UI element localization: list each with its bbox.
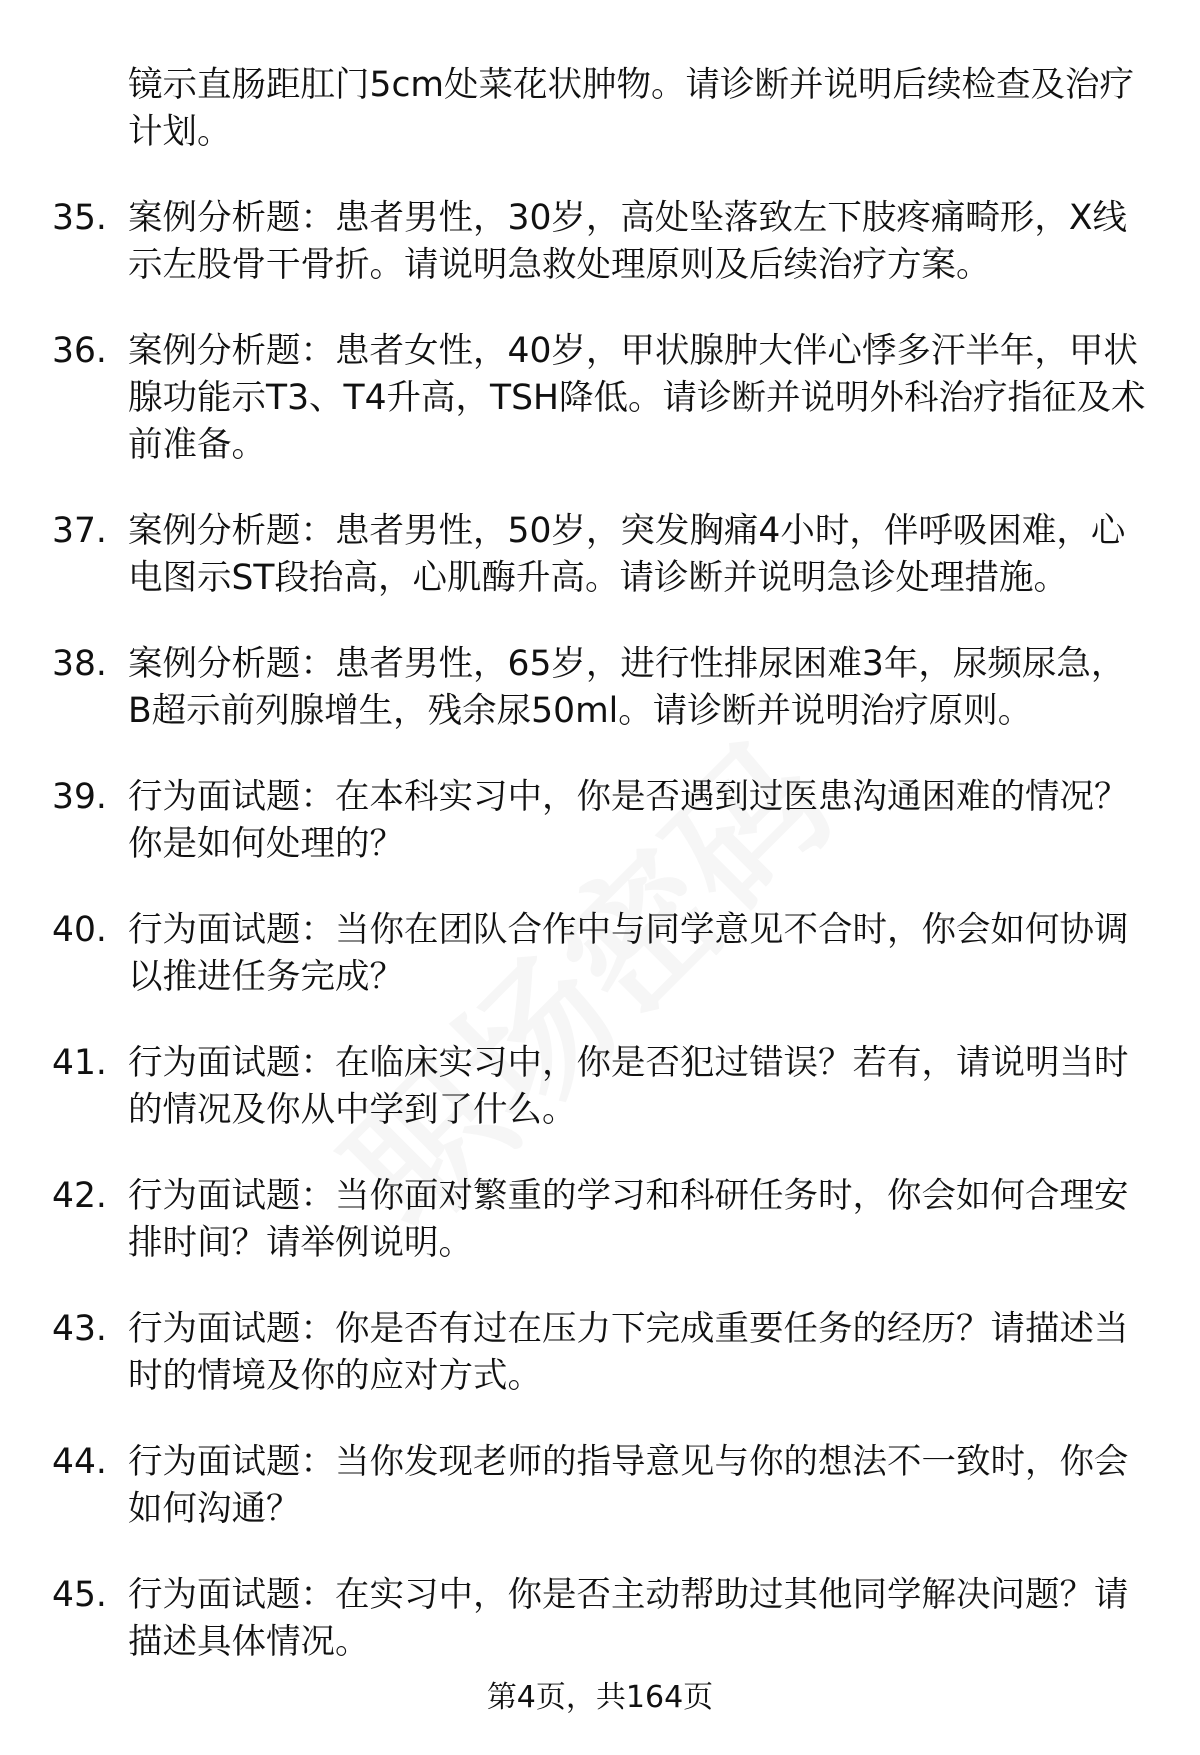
document-body [0,62,1200,1705]
question-number: 35. [52,198,107,238]
question-text: 案例分析题：患者男性，65岁，进行性排尿困难3年，尿频尿急，B超示前列腺增生，残余尿50ml。请诊断并说明治疗原则。 [128,644,1126,731]
question-text: 案例分析题：患者女性，40岁，甲状腺肿大伴心悸多汗半年，甲状腺功能示T3、T4升高，TSH降低。请诊断并说明外科治疗指征及术前准备。 [128,331,1146,465]
question-number: 43. [52,1309,107,1349]
question-item [0,1306,1200,1400]
question-text: 行为面试题：在本科实习中，你是否遇到过医患沟通困难的情况？你是如何处理的？ [128,777,1129,864]
question-item [0,1439,1200,1533]
continuation-text: 镜示直肠距肛门5cm处菜花状肿物。请诊断并说明后续检查及治疗计划。 [128,65,1135,152]
question-number: 36. [52,331,107,371]
question-item [0,328,1200,469]
question-number: 38. [52,644,107,684]
question-item [0,1173,1200,1267]
question-number: 39. [52,777,107,817]
question-text: 案例分析题：患者男性，30岁，高处坠落致左下肢疼痛畸形，X线示左股骨干骨折。请说明急救处理原则及后续治疗方案。 [128,198,1128,285]
question-item [0,774,1200,868]
question-text: 行为面试题：在临床实习中，你是否犯过错误？若有，请说明当时的情况及你从中学到了什么。 [128,1043,1129,1130]
question-number: 40. [52,910,107,950]
question-item [0,508,1200,602]
question-text: 行为面试题：当你在团队合作中与同学意见不合时，你会如何协调以推进任务完成？ [128,910,1129,997]
question-text: 案例分析题：患者男性，50岁，突发胸痛4小时，伴呼吸困难，心电图示ST段抬高，心肌酶升高。请诊断并说明急诊处理措施。 [128,511,1126,598]
question-text: 行为面试题：你是否有过在压力下完成重要任务的经历？请描述当时的情境及你的应对方式。 [128,1309,1129,1396]
question-text: 行为面试题：当你面对繁重的学习和科研任务时，你会如何合理安排时间？请举例说明。 [128,1176,1129,1263]
question-number: 44. [52,1442,107,1482]
question-item [0,641,1200,735]
question-text: 行为面试题：当你发现老师的指导意见与你的想法不一致时，你会如何沟通？ [128,1442,1129,1529]
question-number: 41. [52,1043,107,1083]
question-number: 37. [52,511,107,551]
page-footer: 第4页，共164页 [486,1680,714,1715]
question-item [0,1572,1200,1666]
question-item [0,907,1200,1001]
question-number: 45. [52,1575,107,1615]
question-text: 行为面试题：在实习中，你是否主动帮助过其他同学解决问题？请描述具体情况。 [128,1575,1129,1662]
question-item [0,1040,1200,1134]
question-number: 42. [52,1176,107,1216]
question-item [0,195,1200,289]
